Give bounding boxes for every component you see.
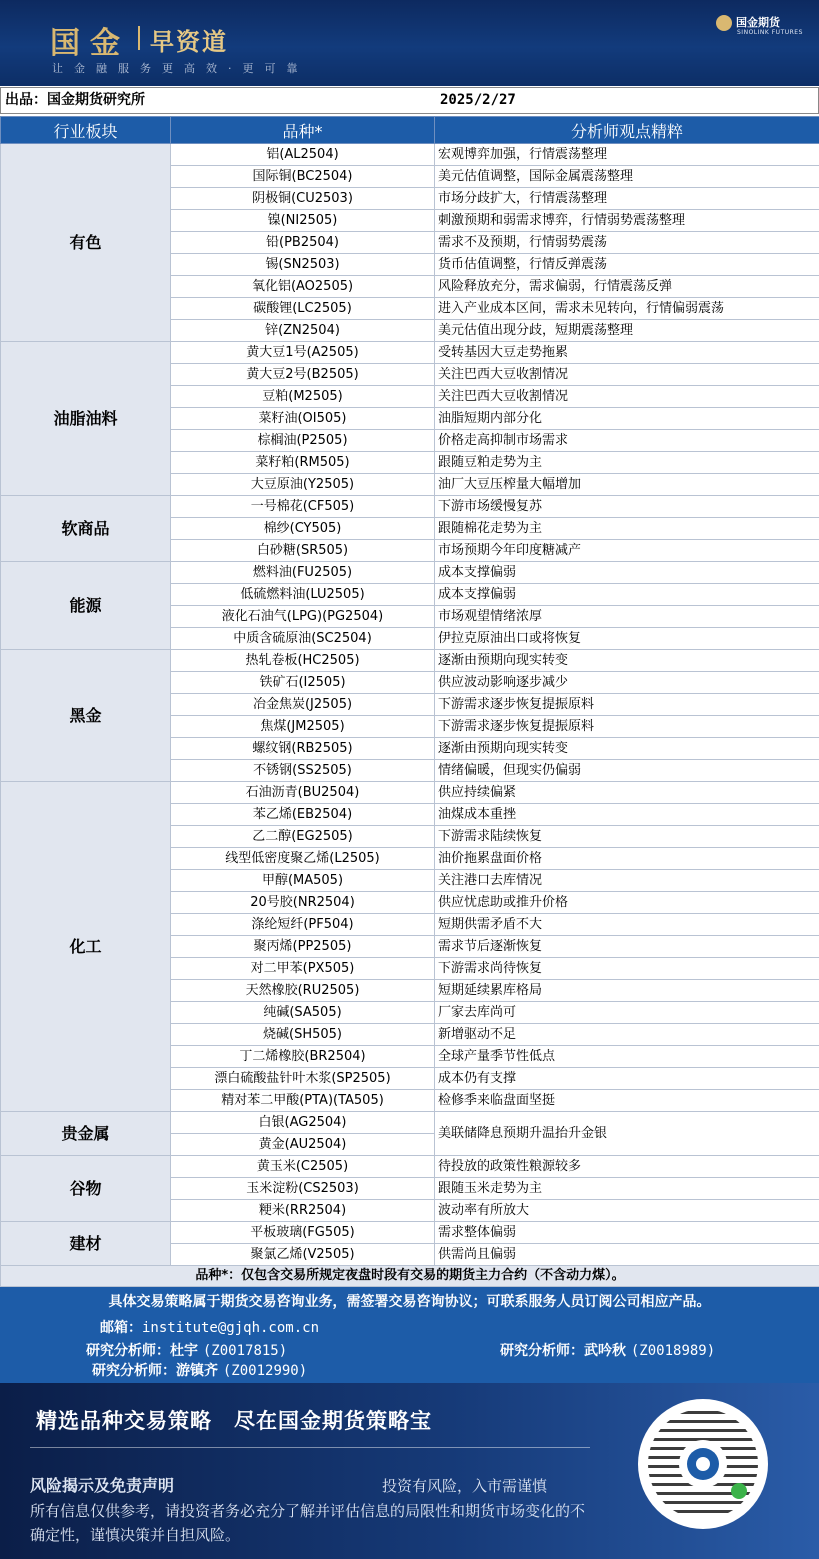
variety-cell: 黄金(AU2504) xyxy=(171,1134,435,1156)
view-cell: 供应忧虑助或推升价格 xyxy=(435,892,819,914)
view-cell: 波动率有所放大 xyxy=(435,1200,819,1222)
sector-cell: 黑金 xyxy=(1,650,171,782)
variety-cell: 低硫燃料油(LU2505) xyxy=(171,584,435,606)
sector-cell: 化工 xyxy=(1,782,171,1112)
view-cell: 下游市场缓慢复苏 xyxy=(435,496,819,518)
app-logo-core xyxy=(696,1457,710,1471)
table-header-row xyxy=(1,117,819,144)
sector-cell: 油脂油料 xyxy=(1,342,171,496)
variety-cell: 棉纱(CY505) xyxy=(171,518,435,540)
variety-cell: 精对苯二甲酸(PTA)(TA505) xyxy=(171,1090,435,1112)
email-line: 邮箱：institute@gjqh.com.cn xyxy=(100,1320,320,1336)
view-cell: 成本仍有支撑 xyxy=(435,1068,819,1090)
view-cell: 全球产量季节性低点 xyxy=(435,1046,819,1068)
variety-cell: 粳米(RR2504) xyxy=(171,1200,435,1222)
view-cell: 关注巴西大豆收割情况 xyxy=(435,386,819,408)
variety-cell: 纯碱(SA505) xyxy=(171,1002,435,1024)
view-cell: 受转基因大豆走势拖累 xyxy=(435,342,819,364)
view-cell: 宏观博弈加强，行情震荡整理 xyxy=(435,144,819,166)
sector-cell: 贵金属 xyxy=(1,1112,171,1156)
slogan: 让金融服务更高效·更可靠 xyxy=(52,62,309,75)
view-cell: 下游需求逐步恢复提振原料 xyxy=(435,694,819,716)
table-row xyxy=(1,496,819,518)
table-row xyxy=(1,782,819,804)
variety-cell: 乙二醇(EG2505) xyxy=(171,826,435,848)
view-cell: 市场分歧扩大，行情震荡整理 xyxy=(435,188,819,210)
consulting-notice: 具体交易策略属于期货交易咨询业务，需签署交易咨询协议；可联系服务人员订阅公司相应产品。 xyxy=(108,1294,711,1310)
table-row xyxy=(1,650,819,672)
variety-cell: 菜籽粕(RM505) xyxy=(171,452,435,474)
view-cell: 风险释放充分，需求偏弱，行情震荡反弹 xyxy=(435,276,819,298)
variety-cell: 棕榈油(P2505) xyxy=(171,430,435,452)
variety-cell: 锌(ZN2504) xyxy=(171,320,435,342)
view-cell: 油脂短期内部分化 xyxy=(435,408,819,430)
header-banner xyxy=(0,0,819,86)
variety-cell: 中质含硫原油(SC2504) xyxy=(171,628,435,650)
variety-cell: 国际铜(BC2504) xyxy=(171,166,435,188)
risk-title: 风险揭示及免责声明 xyxy=(30,1476,175,1495)
view-cell: 关注港口去库情况 xyxy=(435,870,819,892)
sector-cell: 有色 xyxy=(1,144,171,342)
view-cell: 油煤成本重挫 xyxy=(435,804,819,826)
view-cell: 需求不及预期，行情弱势震荡 xyxy=(435,232,819,254)
table-row xyxy=(1,1112,819,1134)
view-cell: 油价拖累盘面价格 xyxy=(435,848,819,870)
table-body xyxy=(1,144,819,1287)
view-cell: 短期供需矛盾不大 xyxy=(435,914,819,936)
view-cell: 成本支撑偏弱 xyxy=(435,562,819,584)
logo-divider xyxy=(138,26,140,50)
table-row xyxy=(1,1222,819,1244)
view-cell: 市场预期今年印度糖减产 xyxy=(435,540,819,562)
variety-cell: 漂白硫酸盐针叶木浆(SP2505) xyxy=(171,1068,435,1090)
variety-cell: 燃料油(FU2505) xyxy=(171,562,435,584)
variety-cell: 20号胶(NR2504) xyxy=(171,892,435,914)
sector-cell: 建材 xyxy=(1,1222,171,1266)
contact-band xyxy=(0,1287,819,1383)
variety-cell: 不锈钢(SS2505) xyxy=(171,760,435,782)
view-cell: 跟随玉米走势为主 xyxy=(435,1178,819,1200)
variety-cell: 热轧卷板(HC2505) xyxy=(171,650,435,672)
variety-cell: 丁二烯橡胶(BR2504) xyxy=(171,1046,435,1068)
view-cell: 检修季来临盘面坚挺 xyxy=(435,1090,819,1112)
variety-cell: 涤纶短纤(PF504) xyxy=(171,914,435,936)
info-row xyxy=(0,87,819,114)
view-cell: 厂家去库尚可 xyxy=(435,1002,819,1024)
corp-emblem-icon xyxy=(716,15,732,31)
variety-cell: 铅(PB2504) xyxy=(171,232,435,254)
header-variety: 品种* xyxy=(171,117,435,144)
view-cell: 下游需求逐步恢复提振原料 xyxy=(435,716,819,738)
view-cell: 价格走高抑制市场需求 xyxy=(435,430,819,452)
note-row xyxy=(1,1266,819,1287)
view-cell: 美联储降息预期升温抬升金银 xyxy=(435,1112,819,1156)
sector-cell: 谷物 xyxy=(1,1156,171,1222)
variety-cell: 豆粕(M2505) xyxy=(171,386,435,408)
view-cell: 供应持续偏紧 xyxy=(435,782,819,804)
variety-cell: 黄大豆1号(A2505) xyxy=(171,342,435,364)
view-cell: 需求节后逐渐恢复 xyxy=(435,936,819,958)
variety-cell: 白银(AG2504) xyxy=(171,1112,435,1134)
view-cell: 进入产业成本区间，需求未见转向，行情偏弱震荡 xyxy=(435,298,819,320)
view-cell: 新增驱动不足 xyxy=(435,1024,819,1046)
view-cell: 下游需求陆续恢复 xyxy=(435,826,819,848)
footer-tagline: 精选品种交易策略 尽在国金期货策略宝 xyxy=(36,1408,432,1433)
variety-cell: 焦煤(JM2505) xyxy=(171,716,435,738)
footer-banner xyxy=(0,1383,819,1559)
disclaimer-text: 所有信息仅供参考，请投资者务必充分了解并评估信息的局限性和期货市场变化的不确定性，谨慎决策并自担风险。 xyxy=(30,1502,586,1544)
analyst-3: 研究分析师：游镇齐 (Z0012990) xyxy=(92,1363,308,1379)
variety-cell: 甲醇(MA505) xyxy=(171,870,435,892)
variety-cell: 黄玉米(C2505) xyxy=(171,1156,435,1178)
view-cell: 逐渐由预期向现实转变 xyxy=(435,650,819,672)
variety-cell: 白砂糖(SR505) xyxy=(171,540,435,562)
variety-cell: 锡(SN2503) xyxy=(171,254,435,276)
variety-cell: 黄大豆2号(B2505) xyxy=(171,364,435,386)
view-cell: 美元估值出现分歧，短期震荡整理 xyxy=(435,320,819,342)
source-label: 出品：国金期货研究所 xyxy=(5,92,145,108)
variety-cell: 铁矿石(I2505) xyxy=(171,672,435,694)
variety-cell: 大豆原油(Y2505) xyxy=(171,474,435,496)
view-cell: 逐渐由预期向现实转变 xyxy=(435,738,819,760)
table-row xyxy=(1,342,819,364)
brand-title: 早资道 xyxy=(150,27,228,56)
view-cell: 下游需求尚待恢复 xyxy=(435,958,819,980)
variety-cell: 菜籽油(OI505) xyxy=(171,408,435,430)
corp-logo: 国金期货 SINOLINK FUTURES xyxy=(716,14,803,36)
view-cell: 情绪偏暖，但现实仍偏弱 xyxy=(435,760,819,782)
view-cell: 供需尚且偏弱 xyxy=(435,1244,819,1266)
report-date: 2025/2/27 xyxy=(440,92,516,108)
variety-cell: 聚氯乙烯(V2505) xyxy=(171,1244,435,1266)
wechat-badge-icon xyxy=(731,1483,747,1499)
variety-cell: 碳酸锂(LC2505) xyxy=(171,298,435,320)
header-view: 分析师观点精粹 xyxy=(435,117,819,144)
variety-cell: 氧化铝(AO2505) xyxy=(171,276,435,298)
variety-cell: 一号棉花(CF505) xyxy=(171,496,435,518)
variety-cell: 铝(AL2504) xyxy=(171,144,435,166)
view-cell: 关注巴西大豆收割情况 xyxy=(435,364,819,386)
header-sector: 行业板块 xyxy=(1,117,171,144)
variety-footnote: 品种*：仅包含交易所规定夜盘时段有交易的期货主力合约（不含动力煤）。 xyxy=(1,1266,819,1287)
table-row xyxy=(1,1156,819,1178)
variety-cell: 对二甲苯(PX505) xyxy=(171,958,435,980)
view-cell: 市场观望情绪浓厚 xyxy=(435,606,819,628)
strategy-table xyxy=(0,116,819,1287)
table-row xyxy=(1,144,819,166)
view-cell: 待投放的政策性粮源较多 xyxy=(435,1156,819,1178)
view-cell: 美元估值调整，国际金属震荡整理 xyxy=(435,166,819,188)
variety-cell: 螺纹钢(RB2505) xyxy=(171,738,435,760)
table-row xyxy=(1,562,819,584)
variety-cell: 冶金焦炭(J2505) xyxy=(171,694,435,716)
variety-cell: 聚丙烯(PP2505) xyxy=(171,936,435,958)
variety-cell: 玉米淀粉(CS2503) xyxy=(171,1178,435,1200)
view-cell: 供应波动影响逐步减少 xyxy=(435,672,819,694)
view-cell: 需求整体偏弱 xyxy=(435,1222,819,1244)
analyst-2: 研究分析师：武吟秋 (Z0018989) xyxy=(500,1343,716,1359)
variety-cell: 液化石油气(LPG)(PG2504) xyxy=(171,606,435,628)
view-cell: 货币估值调整，行情反弹震荡 xyxy=(435,254,819,276)
view-cell: 油厂大豆压榨量大幅增加 xyxy=(435,474,819,496)
analyst-1: 研究分析师：杜宇 (Z0017815) xyxy=(86,1343,288,1359)
view-cell: 短期延续累库格局 xyxy=(435,980,819,1002)
variety-cell: 线型低密度聚乙烯(L2505) xyxy=(171,848,435,870)
view-cell: 刺激预期和弱需求博弈，行情弱势震荡整理 xyxy=(435,210,819,232)
company-logo: 国金 xyxy=(50,26,130,61)
variety-cell: 苯乙烯(EB2504) xyxy=(171,804,435,826)
sector-cell: 能源 xyxy=(1,562,171,650)
variety-cell: 平板玻璃(FG505) xyxy=(171,1222,435,1244)
variety-cell: 烧碱(SH505) xyxy=(171,1024,435,1046)
footer-divider xyxy=(30,1447,590,1448)
view-cell: 跟随豆粕走势为主 xyxy=(435,452,819,474)
qr-code[interactable] xyxy=(638,1399,768,1529)
risk-warning: 投资有风险，入市需谨慎 xyxy=(382,1477,548,1495)
view-cell: 跟随棉花走势为主 xyxy=(435,518,819,540)
view-cell: 成本支撑偏弱 xyxy=(435,584,819,606)
view-cell: 伊拉克原油出口或将恢复 xyxy=(435,628,819,650)
sector-cell: 软商品 xyxy=(1,496,171,562)
variety-cell: 石油沥青(BU2504) xyxy=(171,782,435,804)
email-link[interactable]: institute@gjqh.com.cn xyxy=(142,1320,320,1336)
variety-cell: 阴极铜(CU2503) xyxy=(171,188,435,210)
variety-cell: 镍(NI2505) xyxy=(171,210,435,232)
variety-cell: 天然橡胶(RU2505) xyxy=(171,980,435,1002)
